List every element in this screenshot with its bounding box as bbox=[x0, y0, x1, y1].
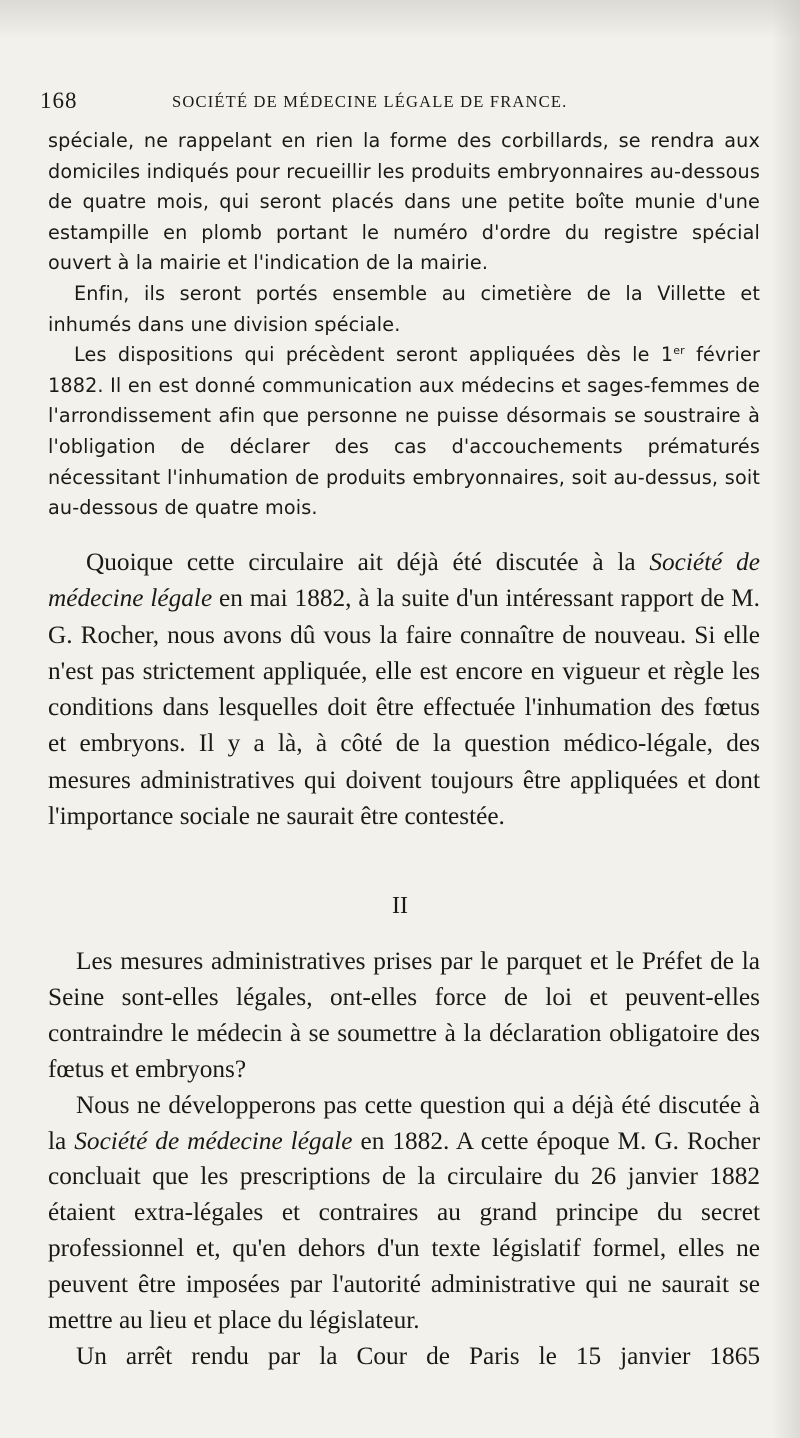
body-paragraph: Un arrêt rendu par la Cour de Paris le 15 janvier 1865 bbox=[76, 1341, 760, 1370]
page-shadow-right bbox=[772, 0, 800, 1438]
body-text-2 bbox=[48, 944, 760, 1375]
superscript: er bbox=[673, 344, 685, 358]
text-run: Les dispositions qui précèdent seront appliquées dès le 1 bbox=[74, 343, 674, 367]
text-run: Nous ne développerons pas cette question qui a déjà été discutée à la bbox=[48, 1090, 760, 1155]
italic-title: Société de médecine légale bbox=[48, 548, 760, 613]
circular-paragraph bbox=[48, 340, 760, 524]
body-paragraph bbox=[48, 544, 760, 834]
italic-title: Société de médecine légale bbox=[74, 1126, 353, 1155]
text-run: en 1882. A cette époque M. G. Rocher concluait que les prescriptions de la circulaire du 26 janvier 1882 étaient extra-légales et contraires au grand principe du secret professionnel et, qu'en dehors d'un texte législatif formel, elles ne peuvent être imposées par l'autorité administrative qui ne saurait se mettre au lieu et place du législateur. bbox=[48, 1126, 761, 1335]
circular-text bbox=[48, 126, 760, 524]
text-run: Quoique cette circulaire ait déjà été discutée à la bbox=[86, 548, 650, 576]
body-text-1 bbox=[48, 544, 760, 834]
page-shadow-top bbox=[0, 0, 800, 40]
running-head: SOCIÉTÉ DE MÉDECINE LÉGALE DE FRANCE. bbox=[172, 92, 568, 111]
body-paragraph: Les mesures administratives prises par le parquet et le Préfet de la Seine sont-elles légales, ont-elles force de loi et peuvent-elles contraindre le médecin à se soumettre à la déclaration obligatoire des fœtus et embryons? bbox=[48, 947, 760, 1083]
page-header bbox=[40, 88, 760, 118]
text-run: en mai 1882, à la suite d'un intéressant rapport de M. G. Rocher, nous avons dû vous la faire connaître de nouveau. Si elle n'est pas strictement appliquée, elle est encore en vigueur et règle les conditions dans lesquelles doit être effectuée l'inhumation des fœtus et embryons. Il y a là, à côté de la question médico-légale, des mesures administratives qui doivent toujours être appliquées et dont l'importance sociale ne saurait être contestée. bbox=[48, 584, 760, 831]
text-run: février 1882. Il en est donné communication aux médecins et sages-femmes de l'arrondissement afin que personne ne puisse désormais se soustraire à l'obligation de déclarer des cas d'accouchements prématurés nécessitant l'inhumation de produits embryonnaires, soit au-dessus, soit au-dessous de quatre mois. bbox=[48, 343, 760, 520]
body-paragraph bbox=[48, 1088, 760, 1339]
circular-paragraph: spéciale, ne rappelant en rien la forme des corbillards, se rendra aux domiciles indiqués pour recueillir les produits embryonnaires au-dessous de quatre mois, qui seront placés dans une petite boîte munie d'une estampille en plomb portant le numéro d'ordre du registre spécial ouvert à la mairie et l'indication de la mairie. bbox=[48, 129, 760, 275]
circular-paragraph: Enfin, ils seront portés ensemble au cimetière de la Villette et inhumés dans une division spéciale. bbox=[48, 281, 760, 336]
section-heading: II bbox=[392, 893, 408, 919]
page-number: 168 bbox=[40, 88, 78, 113]
